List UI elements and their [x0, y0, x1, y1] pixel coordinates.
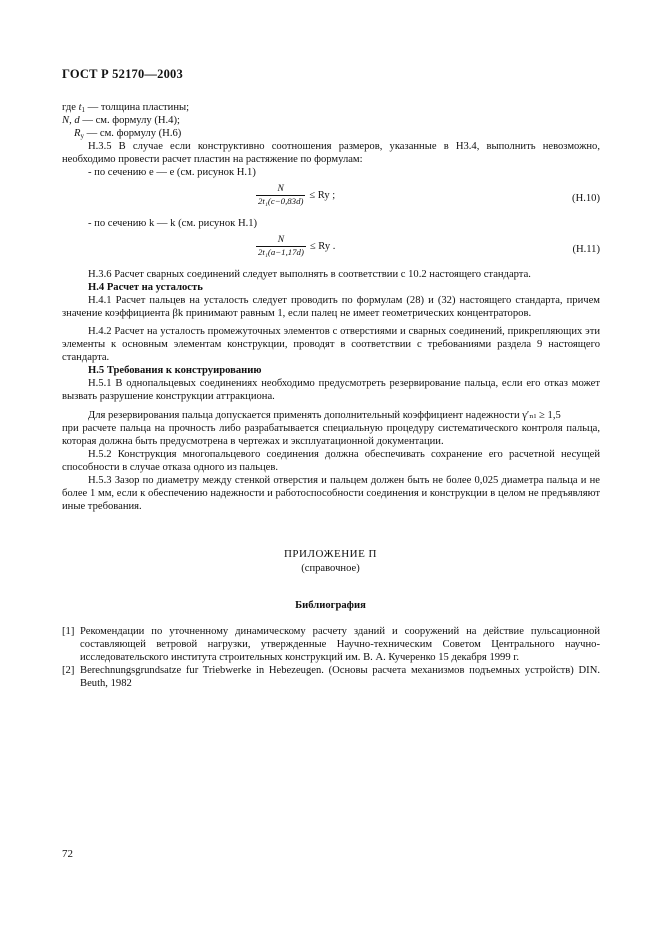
definition-text: — см. формулу (Н.4);: [79, 115, 180, 126]
equation-number: (Н.10): [572, 193, 600, 204]
document-header: ГОСТ Р 52170—2003: [62, 67, 183, 81]
section-k-label: - по сечению k — k (см. рисунок Н.1): [88, 218, 258, 229]
definition-symbol: N, d: [62, 115, 80, 126]
formula-numerator: N: [277, 184, 284, 194]
equation-number: (Н.11): [572, 244, 600, 255]
paragraph-h5-2: Н.5.2 Конструкция многопальцевого соединения должна обеспечивать сохранение его расчетной несущей способности в случае отказа одного из пальцев.: [62, 449, 600, 473]
page-number: 72: [62, 848, 73, 860]
definition-text: — см. формулу (Н.6): [83, 128, 182, 139]
bibliography-item: [62, 664, 600, 690]
formula-denominator: 2t₁(c−0,83d): [258, 196, 304, 206]
formula-denominator: 2t₁(a−1,17d): [258, 247, 304, 257]
bibliography-list: [62, 625, 600, 690]
definition-line: [62, 114, 600, 127]
main-content: [62, 101, 600, 513]
bibliography-title: Библиография: [295, 600, 366, 611]
heading-h5: Н.5 Требования к конструированию: [88, 365, 262, 376]
formula-rhs: ≤ Ry ;: [309, 190, 336, 201]
formula-h10: [62, 184, 600, 212]
paragraph-reserve-b: при расчете пальца на прочность либо разрабатывается специальную процедуру систематического контроля пальца, которая должна быть предусмотрена в чертежах и эксплуатационной документации.: [62, 423, 600, 447]
paragraph-h5-3: Н.5.3 Зазор по диаметру между стенкой отверстия и пальцем должен быть не более 0,025 диаметра пальца и не более 1 мм, если к обеспечению надежности и работоспособности соединения и конструкции в целом не предъявляют иные требования.: [62, 475, 600, 512]
paragraph-h3-5: Н.3.5 В случае если конструктивно соотношения размеров, указанные в Н3.4, выполнить невозможно, необходимо провести расчет пластин на растяжение по формулам:: [62, 141, 600, 165]
paragraph-h4-1: Н.4.1 Расчет пальцев на усталость следует проводить по формулам (28) и (32) настоящего стандарта, причем значение коэффициента βk принимают равным 1, если палец не имеет геометрических концентраторов.: [62, 295, 600, 319]
paragraph-h3-6: Н.3.6 Расчет сварных соединений следует выполнять в соответствии с 10.2 настоящего стандарта.: [88, 269, 531, 280]
appendix-subtitle: (справочное): [301, 563, 360, 574]
definition-symbol: t: [78, 102, 82, 113]
bibliography-item: [62, 625, 600, 664]
bibliography-text: Рекомендации по уточненному динамическому расчету зданий и сооружений на действие пульсационной составляющей ветровой нагрузки, утвержденные Научно-техническим Советом Центрального научно-исследовательского института строительных конструкций им. В. А. Кучеренко 15 декабря 1999 г.: [80, 626, 600, 663]
formula-numerator: N: [277, 235, 285, 245]
bibliography-number: [1]: [62, 626, 75, 637]
bibliography-text: Berechnungsgrundsatze fur Triebwerke in Hebezeugen. (Основы расчета механизмов подъемных устройств) DIN. Beuth, 1982: [80, 665, 600, 689]
formula-rhs: ≤ Ry .: [309, 241, 336, 252]
definition-text: — толщина пластины;: [85, 102, 190, 113]
paragraph-h4-2: Н.4.2 Расчет на усталость промежуточных элементов с отверстиями и сварных соединений, прикрепляющих эти элементы к основным элементам конструкции, проводят в соответствии с требованиями раздела 9 настоящего стандарта.: [62, 326, 600, 363]
paragraph-reserve-a: Для резервирования пальца допускается применять дополнительный коэффициент надежности γ′ₙₗ ≥ 1,5: [88, 410, 561, 421]
paragraph-h5-1: Н.5.1 В однопальцевых соединениях необходимо предусмотреть резервирование пальца, если его отказ может вызвать разрушение конструкции аттракциона.: [62, 378, 600, 402]
section-e-label: - по сечению е — е (см. рисунок Н.1): [88, 167, 256, 178]
bibliography-number: [2]: [62, 665, 75, 676]
appendix-title: ПРИЛОЖЕНИЕ П: [283, 548, 377, 560]
formula-h11: [62, 235, 600, 263]
definition-line: где $t_1$ — толщина пластины;: [62, 102, 190, 114]
definition-line: $R_y$ — см. формулу (Н.6): [74, 128, 182, 140]
definition-symbol: R: [74, 128, 81, 139]
heading-h4: Н.4 Расчет на усталость: [88, 282, 203, 293]
